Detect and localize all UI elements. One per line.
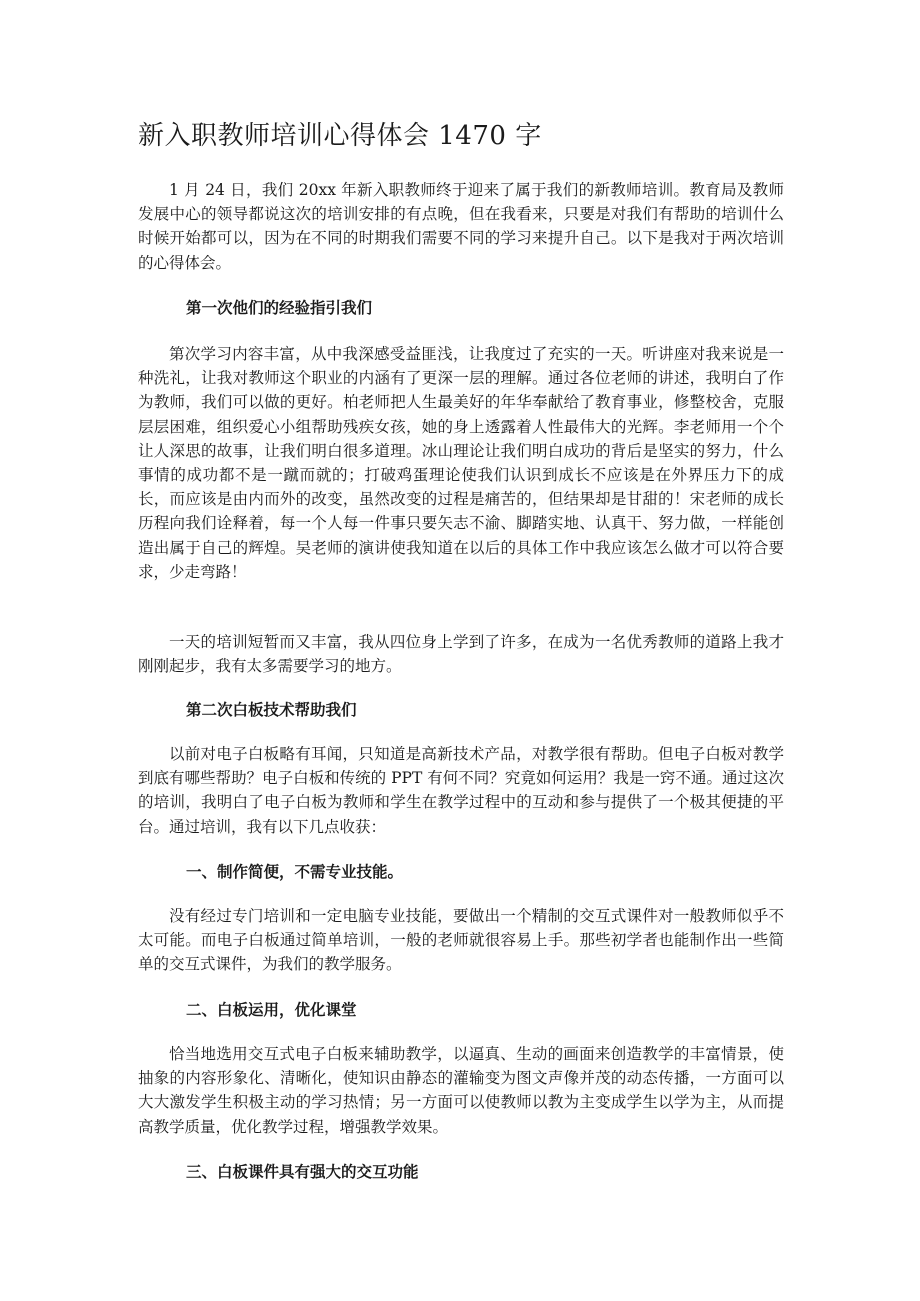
section-1-paragraph-2: 一天的培训短暂而又丰富，我从四位身上学到了许多，在成为一名优秀教师的道路上我才刚刚起步，我有太多需要学习的地方。 [138, 633, 784, 676]
document-title: 新入职教师培训心得体会 1470 字 [138, 121, 542, 151]
point-1-heading: 一、制作简便，不需专业技能。 [186, 862, 404, 881]
section-1-heading: 第一次他们的经验指引我们 [186, 298, 373, 317]
section-2-paragraph-1: 以前对电子白板略有耳闻，只知道是高新技术产品，对教学很有帮助。但电子白板对教学到底有哪些帮助？电子白板和传统的 PPT 有何不同？究竟如何运用？我是一窍不通。通过这次的培训，我明白了电子白板为教师和学生在教学过程中的互动和参与提供了一个极其便捷的平台。通过培训，我有以下几点收获： [138, 745, 784, 836]
point-2-heading: 二、白板运用，优化课堂 [186, 1000, 357, 1019]
section-2-heading: 第二次白板技术帮助我们 [186, 700, 357, 719]
point-3-heading: 三、白板课件具有强大的交互功能 [186, 1162, 419, 1181]
point-2-text: 恰当地选用交互式电子白板来辅助教学，以逼真、生动的画面来创造教学的丰富情景，使抽象的内容形象化、清晰化，使知识由静态的灌输变为图文声像并茂的动态传播，一方面可以大大激发学生积极主动的学习热情；另一方面可以使教师以教为主变成学生以学为主，从而提高教学质量，优化教学过程，增强教学效果。 [138, 1045, 784, 1136]
intro-paragraph: 1 月 24 日，我们 20xx 年新入职教师终于迎来了属于我们的新教师培训。教育局及教师发展中心的领导都说这次的培训安排的有点晚，但在我看来，只要是对我们有帮助的培训什么时候开始都可以，因为在不同的时期我们需要不同的学习来提升自己。以下是我对于两次培训的心得体会。 [138, 181, 784, 272]
section-1-paragraph-1: 第次学习内容丰富，从中我深感受益匪浅，让我度过了充实的一天。听讲座对我来说是一种洗礼，让我对教师这个职业的内涵有了更深一层的理解。通过各位老师的讲述，我明白了作为教师，我们可以做的更好。柏老师把人生最美好的年华奉献给了教育事业，修整校舍，克服层层困难，组织爱心小组帮助残疾女孩，她的身上透露着人性最伟大的光辉。李老师用一个个让人深思的故事，让我们明白很多道理。冰山理论让我们明白成功的背后是坚实的努力，什么事情的成功都不是一蹴而就的；打破鸡蛋理论使我们认识到成长不应该是在外界压力下的成长，而应该是由内而外的改变，虽然改变的过程是痛苦的，但结果却是甘甜的！宋老师的成长历程向我们诠释着，每一个人每一件事只要矢志不渝、脚踏实地、认真干、努力做，一样能创造出属于自己的辉煌。吴老师的演讲使我知道在以后的具体工作中我应该怎么做才可以符合要求，少走弯路！ [138, 345, 784, 581]
point-1-text: 没有经过专门培训和一定电脑专业技能，要做出一个精制的交互式课件对一般教师似乎不太可能。而电子白板通过简单培训，一般的老师就很容易上手。那些初学者也能制作出一些简单的交互式课件，为我们的教学服务。 [138, 907, 784, 974]
